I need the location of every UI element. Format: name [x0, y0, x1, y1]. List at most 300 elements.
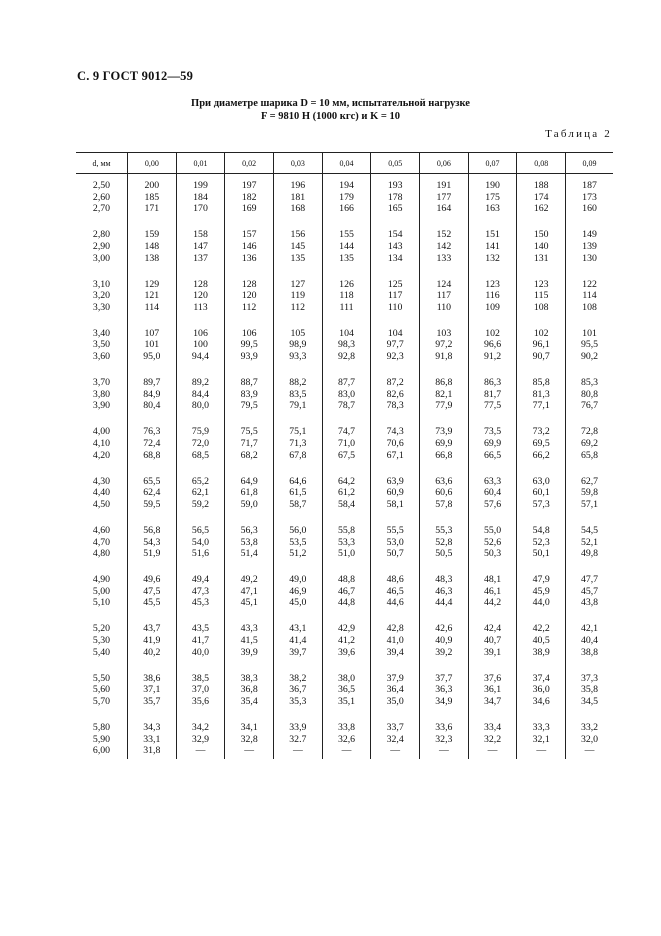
hardness-cell: 58,7	[274, 499, 323, 511]
column-header: 0,07	[468, 153, 517, 174]
hardness-cell: 88,2	[274, 363, 323, 389]
hardness-cell: 40,7	[468, 635, 517, 647]
hardness-cell: 55,8	[322, 511, 371, 537]
hardness-cell: 43,5	[176, 609, 225, 635]
hardness-cell: 52,3	[517, 537, 566, 549]
hardness-cell: 49,8	[566, 548, 613, 560]
hardness-cell: 102	[517, 314, 566, 340]
hardness-cell: 53,8	[225, 537, 274, 549]
hardness-cell: 88,7	[225, 363, 274, 389]
hardness-cell: 182	[225, 192, 274, 204]
hardness-cell: 89,7	[128, 363, 177, 389]
hardness-cell: 62,1	[176, 487, 225, 499]
table-row	[76, 438, 613, 450]
diameter-cell: 3,30	[92, 301, 111, 313]
hardness-cell: 156	[274, 215, 323, 241]
hardness-cell: 40,9	[420, 635, 469, 647]
hardness-cell: 61,2	[322, 487, 371, 499]
hardness-cell: 105	[274, 314, 323, 340]
hardness-cell: 129	[128, 264, 177, 290]
hardness-cell: 78,3	[371, 400, 420, 412]
hardness-cell: 101	[128, 339, 177, 351]
column-header: 0,04	[322, 153, 371, 174]
hardness-cell: 45,1	[225, 597, 274, 609]
hardness-cell: 54,5	[566, 511, 613, 537]
hardness-cell: 99,5	[225, 339, 274, 351]
hardness-cell: 47,5	[128, 586, 177, 598]
hardness-cell: 35,6	[176, 696, 225, 708]
table-number-label: Таблица 2	[545, 128, 612, 140]
table-row	[76, 412, 613, 438]
hardness-cell: 191	[420, 174, 469, 192]
hardness-cell: 33,8	[322, 708, 371, 734]
hardness-cell: 72,8	[566, 412, 613, 438]
hardness-cell: 36,0	[517, 684, 566, 696]
hardness-cell: 68,8	[128, 450, 177, 462]
hardness-cell: 36,4	[371, 684, 420, 696]
hardness-cell: 43,3	[225, 609, 274, 635]
hardness-cell: 39,6	[322, 647, 371, 659]
hardness-cell: 200	[128, 174, 177, 192]
hardness-cell: 84,4	[176, 389, 225, 401]
hardness-cell: 33,4	[468, 708, 517, 734]
hardness-cell: 47,7	[566, 560, 613, 586]
hardness-cell: 113	[176, 302, 225, 314]
hardness-cell: 102	[468, 314, 517, 340]
hardness-cell: 144	[322, 241, 371, 253]
hardness-cell: 116	[468, 290, 517, 302]
diameter-cell: 4,30	[92, 475, 111, 487]
hardness-cell: 128	[176, 264, 225, 290]
hardness-cell: 32,3	[420, 734, 469, 746]
table-row	[76, 745, 613, 759]
hardness-cell: 63,0	[517, 461, 566, 487]
hardness-cell: 39,1	[468, 647, 517, 659]
table-row	[76, 560, 613, 586]
hardness-cell: 40,0	[176, 647, 225, 659]
hardness-cell: 66,5	[468, 450, 517, 462]
hardness-cell: 63,9	[371, 461, 420, 487]
diameter-cell: 4,00	[92, 426, 111, 438]
hardness-cell: 72,0	[176, 438, 225, 450]
hardness-cell: 185	[128, 192, 177, 204]
hardness-cell: 36,3	[420, 684, 469, 696]
hardness-cell: 134	[371, 253, 420, 265]
hardness-cell: 92,3	[371, 351, 420, 363]
table-caption	[0, 97, 661, 123]
table-row	[76, 734, 613, 746]
diameter-cell: 4,10	[92, 437, 111, 449]
hardness-cell: 96,6	[468, 339, 517, 351]
table-row	[76, 635, 613, 647]
hardness-cell: 48,6	[371, 560, 420, 586]
hardness-cell: 49,4	[176, 560, 225, 586]
table-row	[76, 363, 613, 389]
hardness-cell: 117	[371, 290, 420, 302]
hardness-cell: 64,9	[225, 461, 274, 487]
hardness-cell: 70,6	[371, 438, 420, 450]
hardness-cell: 74,7	[322, 412, 371, 438]
table-row	[76, 499, 613, 511]
hardness-cell: 34,7	[468, 696, 517, 708]
hardness-cell: 59,2	[176, 499, 225, 511]
hardness-cell: 97,7	[371, 339, 420, 351]
hardness-cell: 120	[225, 290, 274, 302]
hardness-cell: 112	[274, 302, 323, 314]
hardness-cell: 63,3	[468, 461, 517, 487]
hardness-cell: 54,0	[176, 537, 225, 549]
hardness-cell: 33,2	[566, 708, 613, 734]
hardness-cell: 71,7	[225, 438, 274, 450]
hardness-cell: 123	[468, 264, 517, 290]
hardness-cell: 32,0	[566, 734, 613, 746]
table-row	[76, 548, 613, 560]
hardness-cell: 104	[371, 314, 420, 340]
hardness-cell: —	[322, 745, 371, 759]
hardness-cell: 79,1	[274, 400, 323, 412]
hardness-cell: 107	[128, 314, 177, 340]
table-row	[76, 400, 613, 412]
hardness-cell: 146	[225, 241, 274, 253]
hardness-cell: 35,1	[322, 696, 371, 708]
hardness-cell: 85,8	[517, 363, 566, 389]
hardness-cell: 174	[517, 192, 566, 204]
hardness-cell: —	[566, 745, 613, 759]
hardness-cell: 100	[176, 339, 225, 351]
hardness-cell: 42,1	[566, 609, 613, 635]
hardness-cell: 89,2	[176, 363, 225, 389]
hardness-cell: 49,0	[274, 560, 323, 586]
hardness-cell: 159	[128, 215, 177, 241]
hardness-cell: —	[420, 745, 469, 759]
hardness-cell: 42,4	[468, 609, 517, 635]
hardness-cell: 111	[322, 302, 371, 314]
table-row	[76, 537, 613, 549]
hardness-cell: 46,7	[322, 586, 371, 598]
hardness-cell: 47,9	[517, 560, 566, 586]
hardness-cell: 45,0	[274, 597, 323, 609]
hardness-cell: 69,9	[420, 438, 469, 450]
table-row	[76, 586, 613, 598]
diameter-cell: 5,20	[92, 623, 111, 635]
hardness-cell: 173	[566, 192, 613, 204]
hardness-cell: 55,0	[468, 511, 517, 537]
hardness-cell: 179	[322, 192, 371, 204]
table-row	[76, 461, 613, 487]
caption-line-1: При диаметре шарика D = 10 мм, испытательной нагрузке	[191, 98, 470, 109]
hardness-cell: 93,9	[225, 351, 274, 363]
hardness-cell: 130	[566, 253, 613, 265]
hardness-cell: 36,8	[225, 684, 274, 696]
diameter-cell: 5,10	[92, 597, 111, 609]
hardness-cell: 37,7	[420, 658, 469, 684]
hardness-cell: 93,3	[274, 351, 323, 363]
hardness-cell: 52,8	[420, 537, 469, 549]
hardness-cell: 37,3	[566, 658, 613, 684]
hardness-cell: 121	[128, 290, 177, 302]
hardness-cell: 118	[322, 290, 371, 302]
hardness-cell: 147	[176, 241, 225, 253]
hardness-cell: 56,3	[225, 511, 274, 537]
hardness-cell: 53,3	[322, 537, 371, 549]
table-row	[76, 314, 613, 340]
hardness-cell: 117	[420, 290, 469, 302]
hardness-cell: 50,7	[371, 548, 420, 560]
table-row	[76, 684, 613, 696]
hardness-cell: 77,9	[420, 400, 469, 412]
hardness-cell: 133	[420, 253, 469, 265]
hardness-cell: 54,8	[517, 511, 566, 537]
hardness-cell: 76,7	[566, 400, 613, 412]
hardness-cell: 75,9	[176, 412, 225, 438]
hardness-cell: 95,5	[566, 339, 613, 351]
diameter-cell: 4,50	[92, 498, 111, 510]
table-header-row	[76, 153, 613, 174]
hardness-cell: 46,1	[468, 586, 517, 598]
hardness-cell: 35,4	[225, 696, 274, 708]
hardness-cell: 145	[274, 241, 323, 253]
diameter-cell: 5,40	[92, 646, 111, 658]
diameter-cell: 2,70	[92, 203, 111, 215]
hardness-cell: 108	[566, 302, 613, 314]
hardness-cell: 71,0	[322, 438, 371, 450]
hardness-cell: 43,8	[566, 597, 613, 609]
hardness-cell: 35,7	[128, 696, 177, 708]
column-header: 0,00	[128, 153, 177, 174]
hardness-cell: 97,2	[420, 339, 469, 351]
table-row	[76, 302, 613, 314]
table-row	[76, 241, 613, 253]
hardness-cell: 44,0	[517, 597, 566, 609]
hardness-cell: 67,1	[371, 450, 420, 462]
diameter-cell: 3,80	[92, 388, 111, 400]
hardness-cell: 38,2	[274, 658, 323, 684]
hardness-cell: 157	[225, 215, 274, 241]
hardness-cell: 160	[566, 203, 613, 215]
hardness-cell: 53,5	[274, 537, 323, 549]
hardness-cell: 90,7	[517, 351, 566, 363]
hardness-cell: 51,9	[128, 548, 177, 560]
hardness-cell: 137	[176, 253, 225, 265]
hardness-cell: 35,0	[371, 696, 420, 708]
hardness-cell: 32,9	[176, 734, 225, 746]
hardness-cell: 131	[517, 253, 566, 265]
hardness-cell: 106	[176, 314, 225, 340]
hardness-cell: 65,2	[176, 461, 225, 487]
hardness-cell: 39,2	[420, 647, 469, 659]
hardness-cell: 33,1	[128, 734, 177, 746]
table-row	[76, 174, 613, 192]
hardness-cell: 52,1	[566, 537, 613, 549]
hardness-cell: 162	[517, 203, 566, 215]
hardness-cell: 67,8	[274, 450, 323, 462]
hardness-cell: 43,1	[274, 609, 323, 635]
table-row	[76, 487, 613, 499]
hardness-cell: 154	[371, 215, 420, 241]
hardness-cell: 65,5	[128, 461, 177, 487]
table-row	[76, 264, 613, 290]
hardness-cell: —	[274, 745, 323, 759]
hardness-cell: —	[176, 745, 225, 759]
hardness-cell: 132	[468, 253, 517, 265]
column-header: 0,06	[420, 153, 469, 174]
hardness-cell: 43,7	[128, 609, 177, 635]
hardness-cell: 139	[566, 241, 613, 253]
hardness-cell: 41,7	[176, 635, 225, 647]
hardness-cell: 60,9	[371, 487, 420, 499]
hardness-cell: 40,4	[566, 635, 613, 647]
hardness-cell: 34,9	[420, 696, 469, 708]
hardness-cell: 175	[468, 192, 517, 204]
table-row	[76, 253, 613, 265]
hardness-cell: 86,3	[468, 363, 517, 389]
hardness-cell: 77,1	[517, 400, 566, 412]
hardness-cell: 48,3	[420, 560, 469, 586]
hardness-cell: 125	[371, 264, 420, 290]
table-row	[76, 658, 613, 684]
hardness-cell: 45,9	[517, 586, 566, 598]
hardness-cell: 80,0	[176, 400, 225, 412]
hardness-cell: 127	[274, 264, 323, 290]
caption-line-2: F = 9810 Н (1000 кгс) и K = 10	[261, 111, 400, 122]
hardness-cell: 58,4	[322, 499, 371, 511]
hardness-cell: 34,5	[566, 696, 613, 708]
hardness-cell: 41,9	[128, 635, 177, 647]
hardness-cell: 98,9	[274, 339, 323, 351]
hardness-cell: 34,2	[176, 708, 225, 734]
hardness-cell: 76,3	[128, 412, 177, 438]
hardness-cell: 80,4	[128, 400, 177, 412]
column-header: 0,03	[274, 153, 323, 174]
hardness-cell: 166	[322, 203, 371, 215]
hardness-cell: 169	[225, 203, 274, 215]
hardness-cell: 120	[176, 290, 225, 302]
column-header: 0,09	[566, 153, 613, 174]
hardness-cell: 34,6	[517, 696, 566, 708]
hardness-cell: 60,4	[468, 487, 517, 499]
diameter-cell: 3,20	[92, 290, 111, 302]
hardness-cell: 66,2	[517, 450, 566, 462]
hardness-cell: 83,9	[225, 389, 274, 401]
hardness-cell: 37,0	[176, 684, 225, 696]
hardness-cell: 49,6	[128, 560, 177, 586]
hardness-cell: 109	[468, 302, 517, 314]
hardness-cell: 41,0	[371, 635, 420, 647]
hardness-cell: 33,7	[371, 708, 420, 734]
hardness-cell: 77,5	[468, 400, 517, 412]
hardness-cell: 114	[128, 302, 177, 314]
hardness-cell: 73,9	[420, 412, 469, 438]
hardness-cell: 90,2	[566, 351, 613, 363]
hardness-cell: 138	[128, 253, 177, 265]
hardness-cell: 34,1	[225, 708, 274, 734]
hardness-cell: 46,3	[420, 586, 469, 598]
hardness-cell: 32,1	[517, 734, 566, 746]
hardness-cell: 194	[322, 174, 371, 192]
hardness-cell: 45,5	[128, 597, 177, 609]
hardness-cell: 32,6	[322, 734, 371, 746]
hardness-cell: 46,5	[371, 586, 420, 598]
hardness-cell: 85,3	[566, 363, 613, 389]
hardness-cell: 110	[371, 302, 420, 314]
hardness-cell: 57,8	[420, 499, 469, 511]
hardness-cell: 38,9	[517, 647, 566, 659]
diameter-cell: 2,80	[92, 229, 111, 241]
hardness-cell: 38,6	[128, 658, 177, 684]
hardness-cell: 187	[566, 174, 613, 192]
hardness-cell: 61,8	[225, 487, 274, 499]
hardness-cell: 171	[128, 203, 177, 215]
hardness-cell: 96,1	[517, 339, 566, 351]
hardness-cell: 55,5	[371, 511, 420, 537]
hardness-cell: 51,4	[225, 548, 274, 560]
hardness-cell: —	[225, 745, 274, 759]
hardness-cell: 74,3	[371, 412, 420, 438]
hardness-cell: 33,9	[274, 708, 323, 734]
hardness-cell: 73,5	[468, 412, 517, 438]
hardness-cell: 50,1	[517, 548, 566, 560]
hardness-cell: 94,4	[176, 351, 225, 363]
hardness-cell: 42,6	[420, 609, 469, 635]
hardness-cell: 150	[517, 215, 566, 241]
hardness-cell: 136	[225, 253, 274, 265]
diameter-cell: 4,40	[92, 487, 111, 499]
column-header-diameter: d, мм	[76, 153, 128, 174]
diameter-cell: 3,50	[92, 339, 111, 351]
hardness-cell: 37,6	[468, 658, 517, 684]
hardness-cell: 33,3	[517, 708, 566, 734]
hardness-cell: 48,8	[322, 560, 371, 586]
hardness-cell: 37,9	[371, 658, 420, 684]
table-row	[76, 511, 613, 537]
hardness-cell: 72,4	[128, 438, 177, 450]
diameter-cell: 3,00	[92, 252, 111, 264]
column-header: 0,01	[176, 153, 225, 174]
table-row	[76, 203, 613, 215]
hardness-cell: 60,6	[420, 487, 469, 499]
hardness-cell: 38,8	[566, 647, 613, 659]
diameter-cell: 4,70	[92, 536, 111, 548]
hardness-cell: 75,5	[225, 412, 274, 438]
hardness-cell: 57,6	[468, 499, 517, 511]
diameter-cell: 3,70	[92, 377, 111, 389]
hardness-cell: 69,5	[517, 438, 566, 450]
hardness-cell: 106	[225, 314, 274, 340]
hardness-cell: 42,9	[322, 609, 371, 635]
hardness-cell: 101	[566, 314, 613, 340]
hardness-cell: 33,6	[420, 708, 469, 734]
table-row	[76, 339, 613, 351]
diameter-cell: 3,40	[92, 327, 111, 339]
diameter-cell: 4,90	[92, 574, 111, 586]
hardness-cell: 87,7	[322, 363, 371, 389]
hardness-cell: 163	[468, 203, 517, 215]
hardness-cell: 63,6	[420, 461, 469, 487]
hardness-cell: 38,3	[225, 658, 274, 684]
hardness-cell: 190	[468, 174, 517, 192]
diameter-cell: 5,80	[92, 721, 111, 733]
hardness-cell: 199	[176, 174, 225, 192]
hardness-cell: 81,3	[517, 389, 566, 401]
hardness-cell: 57,1	[566, 499, 613, 511]
hardness-cell: 149	[566, 215, 613, 241]
diameter-cell: 5,90	[92, 733, 111, 745]
hardness-cell: 83,0	[322, 389, 371, 401]
hardness-cell: 51,0	[322, 548, 371, 560]
hardness-cell: 36,1	[468, 684, 517, 696]
hardness-cell: 51,2	[274, 548, 323, 560]
hardness-cell: 32.7	[274, 734, 323, 746]
